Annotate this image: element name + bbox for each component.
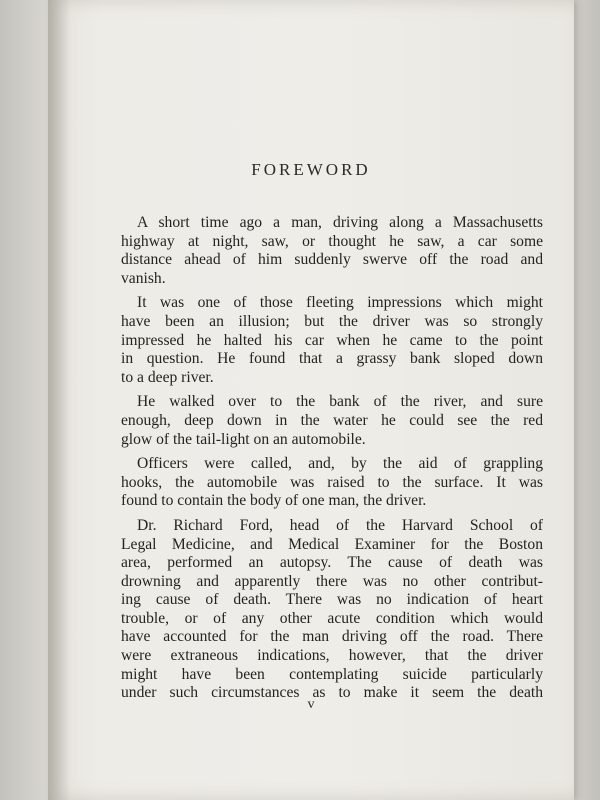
text-line: It was one of those fleeting impressions which might bbox=[137, 294, 543, 312]
text-line: area, performed an autopsy. The cause of death was bbox=[121, 554, 543, 572]
text-line: have accounted for the man driving off the road. There bbox=[121, 628, 543, 646]
text-line: have been an illusion; but the driver was so strongly bbox=[121, 312, 543, 330]
text-line: Officers were called, and, by the aid of grappling bbox=[137, 455, 543, 473]
paragraph bbox=[121, 214, 543, 288]
text-line: were extraneous indications, however, that the driver bbox=[121, 647, 543, 665]
text-line: in question. He found that a grassy bank sloped down bbox=[121, 350, 543, 368]
text-line: found to contain the body of one man, the driver. bbox=[121, 492, 427, 510]
background-surface bbox=[572, 0, 600, 800]
text-line: enough, deep down in the water he could see the red bbox=[121, 411, 543, 429]
text-line: hooks, the automobile was raised to the surface. It was bbox=[121, 473, 543, 491]
text-line: trouble, or of any other acute condition which would bbox=[121, 609, 543, 627]
text-line: Dr. Richard Ford, head of the Harvard School of bbox=[137, 516, 543, 534]
text-line: highway at night, saw, or thought he saw, a car some bbox=[121, 232, 543, 250]
book-page bbox=[48, 0, 574, 800]
text-line: Legal Medicine, and Medical Examiner for the Boston bbox=[121, 535, 543, 553]
text-line: A short time ago a man, driving along a Massachusetts bbox=[137, 214, 543, 231]
text-line: He walked over to the bank of the river, and sure bbox=[137, 393, 543, 411]
text-line: distance ahead of him suddenly swerve off the road and bbox=[121, 251, 543, 269]
page-title: FOREWORD bbox=[251, 160, 371, 179]
text-line: ing cause of death. There was no indication of heart bbox=[121, 591, 543, 609]
page-number: v bbox=[307, 697, 315, 712]
text-line: under such circumstances as to make it seem the death bbox=[121, 684, 543, 702]
paragraph bbox=[121, 294, 543, 387]
spine-shadow bbox=[48, 0, 70, 800]
text-line: impressed he halted his car when he came to the point bbox=[121, 331, 543, 349]
text-line: vanish. bbox=[121, 269, 166, 287]
body-text bbox=[121, 214, 543, 709]
text-line: might have been contemplating suicide particularly bbox=[121, 665, 543, 683]
paragraph bbox=[121, 517, 543, 703]
paragraph bbox=[121, 393, 543, 449]
text-line: to a deep river. bbox=[121, 368, 214, 386]
text-line: glow of the tail-light on an automobile. bbox=[121, 430, 366, 448]
text-line: drowning and apparently there was no other contribut- bbox=[121, 572, 543, 590]
paragraph bbox=[121, 455, 543, 511]
